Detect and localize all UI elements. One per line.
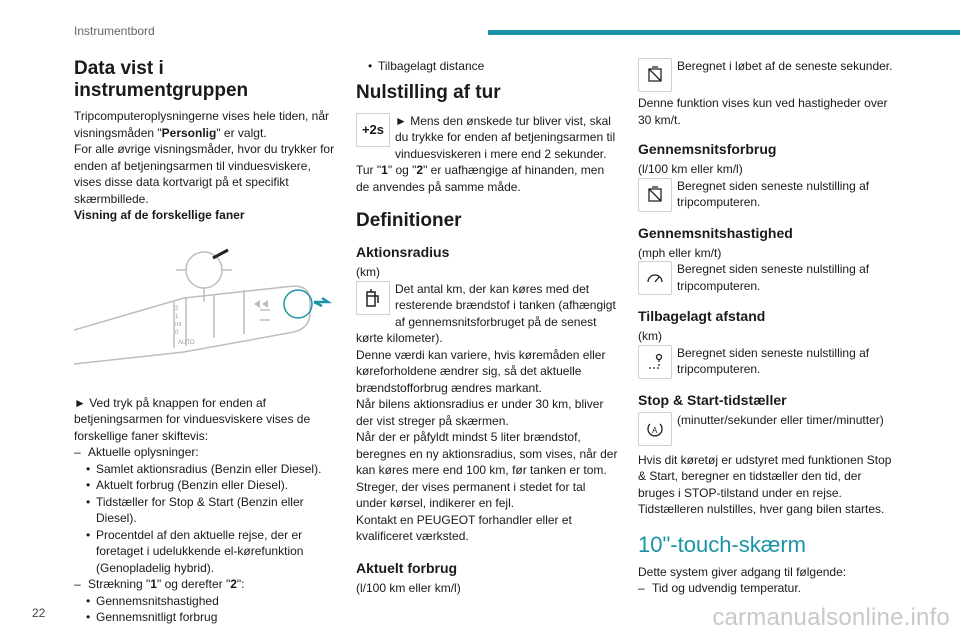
- column-3: [638, 58, 900, 597]
- section-title-touchscreen: 10"-touch-skærm: [638, 531, 806, 557]
- unit-label: (km): [638, 329, 662, 343]
- stop-start-note: Hvis dit køretøj er udstyret med funktionen Stop & Start, beregner en tidstæller den tid, der bruges i STOP-tilstand under en rejse. Tidstælleren nulstilles, hver gang bilen startes.: [638, 452, 892, 516]
- fuel-pump-icon: [356, 281, 390, 315]
- watermark-text: carmanualsonline.info: [712, 604, 950, 631]
- range-para: Når der er påfyldt mindst 5 liter brændstof, beregnes en ny aktionsradius, som vises, når der kan køres mere end 100 km, før tanken er tom.: [356, 430, 618, 477]
- stop-start-row: A (minutter/sekunder eller timer/minutter): [638, 412, 900, 446]
- section-title-definitions: Definitioner: [356, 210, 462, 231]
- stalk-label: 2: [175, 305, 179, 312]
- fuel-consumption-icon: [638, 178, 672, 212]
- subheading-current: Aktuelt forbrug: [356, 559, 458, 576]
- stalk-label: AUTO: [178, 339, 195, 346]
- wiper-stalk-illustration: [74, 240, 336, 380]
- list-item: • Procentdel af den aktuelle rejse, der er foretaget i udelukkende el-kørefunktion (Genopladelig hybrid).: [74, 527, 336, 577]
- tabs-subheading: Visning af de forskellige faner: [74, 208, 245, 222]
- subheading-avg-speed: Gennemsnitshastighed: [638, 224, 793, 241]
- subheading-distance: Tilbagelagt afstand: [638, 308, 766, 324]
- range-para: Streger, der vises permanent i stedet for tal under kørsel, indikerer en fejl.: [356, 479, 586, 510]
- column-2: [356, 58, 618, 596]
- reset-note: Tur "1" og "2" er uafhængige af hinanden, men de anvendes på samme måde.: [356, 163, 605, 194]
- range-block: Det antal km, der kan køres med det resterende brændstof i tanken (afhængigt af gennemsnitsforbruget på de senest kørte kilometer).: [356, 281, 616, 345]
- list-item: • Gennemsnitligt forbrug: [74, 609, 336, 626]
- dash-item: – Strækning "1" og derefter "2":: [74, 576, 336, 593]
- stalk-label: Int: [175, 321, 182, 328]
- section-title-reset: Nulstilling af tur: [356, 81, 501, 103]
- svg-text:A: A: [652, 425, 658, 435]
- speedometer-icon: [638, 261, 672, 295]
- stop-start-icon: [638, 412, 672, 446]
- avg-consumption-row: Beregnet siden seneste nulstilling af tripcomputeren.: [638, 178, 900, 212]
- unit-label: (km): [356, 265, 380, 279]
- list-item: • Aktuelt forbrug (Benzin eller Diesel).: [74, 477, 336, 494]
- column-1: [74, 58, 336, 626]
- unit-label: (l/100 km eller km/l): [638, 162, 743, 176]
- range-para: Denne værdi kan variere, hvis køremåden eller køreforholdene ændrer sig, så det aktuelle brændstofforbrug ændres markant.: [356, 347, 606, 395]
- plus-2s-icon: +2s: [356, 113, 390, 147]
- unit-label: (l/100 km eller km/l): [356, 580, 461, 595]
- list-item: • Tilbagelagt distance: [356, 58, 618, 75]
- distance-row: Beregnet siden seneste nulstilling af tripcomputeren.: [638, 345, 900, 379]
- subheading-range: Aktionsradius: [356, 244, 450, 260]
- dash-item: – Tid og udvendig temperatur.: [638, 580, 900, 597]
- list-item: • Gennemsnitshastighed: [74, 593, 336, 610]
- distance-pin-icon: [638, 345, 672, 379]
- reset-block: +2s ► Mens den ønskede tur bliver vist, skal du trykke for enden af betjeningsarmen til vinduesviskeren i mere end 2 sekunder.: [356, 113, 618, 163]
- current-note: Denne funktion vises kun ved hastigheder over 30 km/t.: [638, 96, 888, 127]
- instruction-text: ► Ved tryk på knappen for enden af betjeningsarmen for vinduesviskere vises de forskellige faner skiftevis:: [74, 395, 311, 443]
- stalk-label: 0: [175, 329, 179, 336]
- header-accent-bar: [488, 30, 960, 35]
- list-item: • Samlet aktionsradius (Benzin eller Diesel).: [74, 461, 336, 478]
- subheading-stop-start: Stop & Start-tidstæller: [638, 391, 787, 408]
- fuel-consumption-icon: [638, 58, 672, 92]
- section-title-data: Data vist i instrumentgruppen: [74, 58, 249, 101]
- page-number: 22: [32, 606, 46, 620]
- section-header: Instrumentbord: [74, 24, 155, 38]
- range-para: Når bilens aktionsradius er under 30 km, bliver der vist streger på skærmen.: [356, 397, 604, 428]
- intro-text: Tripcomputeroplysningerne vises hele tiden, når visningsmåden "Personlig" er valgt. For alle øvrige visningsmåder, hvor du trykker for enden af betjeningsarmen til vinduesviskere, vises disse data kortvarigt på et specifikt skærmbillede.: [74, 109, 335, 206]
- range-para: Kontakt en PEUGEOT forhandler eller et kvalificeret værksted.: [356, 512, 572, 543]
- current-consumption-row: Beregnet i løbet af de seneste sekunder.: [638, 58, 900, 92]
- dash-item: – Aktuelle oplysninger:: [74, 444, 336, 461]
- list-item: • Tidstæller for Stop & Start (Benzin eller Diesel).: [74, 494, 336, 527]
- unit-label: (mph eller km/t): [638, 245, 722, 260]
- touchscreen-intro: Dette system giver adgang til følgende:: [638, 564, 847, 579]
- subheading-avg-consumption: Gennemsnitsforbrug: [638, 141, 777, 157]
- stalk-label: 1: [175, 313, 179, 320]
- avg-speed-row: Beregnet siden seneste nulstilling af tripcomputeren.: [638, 261, 900, 295]
